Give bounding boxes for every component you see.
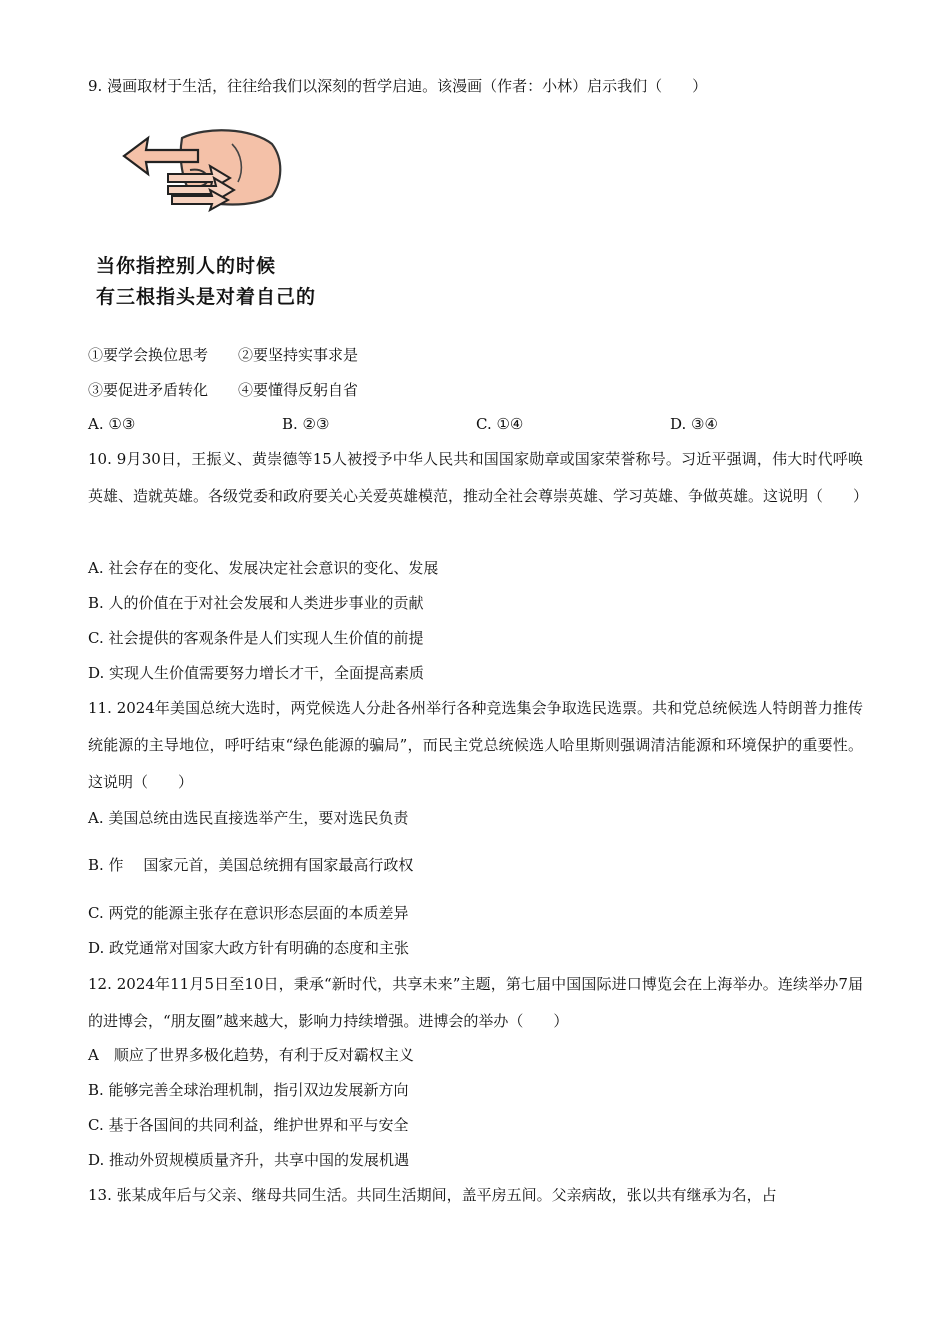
q9-stem: 9. 漫画取材于生活，往往给我们以深刻的哲学启迪。该漫画（作者：小林）启示我们（ ） [88,77,708,95]
cartoon-caption-line1: 当你指控别人的时候 [96,255,277,277]
q10-stem: 10. 9月30日，王振义、黄崇德等15人被授予中华人民共和国国家勋章或国家荣誉称号。习近平强调，伟大时代呼唤英雄、造就英雄。各级党委和政府要关心关爱英雄模范，推动全社会尊崇英雄、学习英雄、争做英雄。这说明（ ） [88,450,869,505]
q10-option-a: A. 社会存在的变化、发展决定社会意识的变化、发展 [88,559,439,577]
q9-option-b: B. ②③ [282,415,330,433]
q10-option-c: C. 社会提供的客观条件是人们实现人生价值的前提 [88,629,424,647]
q11-option-d: D. 政党通常对国家大政方针有明确的态度和主张 [88,939,410,957]
q11-stem: 11. 2024年美国总统大选时，两党候选人分赴各州举行各种竞选集会争取选民选票。共和党总统候选人特朗普力推传统能源的主导地位，呼吁结束“绿色能源的骗局”，而民主党总统候选人哈里斯则强调清洁能源和环境保护的重要性。这说明（ ） [88,699,863,791]
q12-stem: 12. 2024年11月5日至10日，秉承“新时代，共享未来”主题，第七届中国国际进口博览会在上海举办。连续举办7届的进博会，“朋友圈”越来越大，影响力持续增强。进博会的举办（ ） [88,975,863,1030]
q9-statements-line1: ①要学会换位思考 ②要坚持实事求是 [88,346,359,364]
cartoon-caption-line2: 有三根指头是对着自己的 [96,286,317,308]
q13-stem: 13. 张某成年后与父亲、继母共同生活。共同生活期间，盖平房五间。父亲病故，张以共有继承为名，占 [88,1186,777,1204]
q10-option-b: B. 人的价值在于对社会发展和人类进步事业的贡献 [88,594,424,612]
q9-option-d: D. ③④ [670,415,718,433]
q12-option-a: A 顺应了世界多极化趋势，有利于反对霸权主义 [88,1046,414,1064]
q12-option-b: B. 能够完善全球治理机制，指引双边发展新方向 [88,1081,409,1099]
q11-option-c: C. 两党的能源主张存在意识形态层面的本质差异 [88,904,409,922]
q9-statements-line2: ③要促进矛盾转化 ④要懂得反躬自省 [88,381,359,399]
q10-option-d: D. 实现人生价值需要努力增长才干，全面提高素质 [88,664,425,682]
q11-option-a: A. 美国总统由选民直接选举产生，要对选民负责 [88,809,409,827]
q12-option-d: D. 推动外贸规模质量齐升，共享中国的发展机遇 [88,1151,410,1169]
q9-option-a: A. ①③ [88,415,136,433]
q11-option-b: B. 作 国家元首，美国总统拥有国家最高行政权 [88,856,414,874]
q9-option-c: C. ①④ [476,415,524,433]
q12-option-c: C. 基于各国间的共同利益，维护世界和平与安全 [88,1116,409,1134]
